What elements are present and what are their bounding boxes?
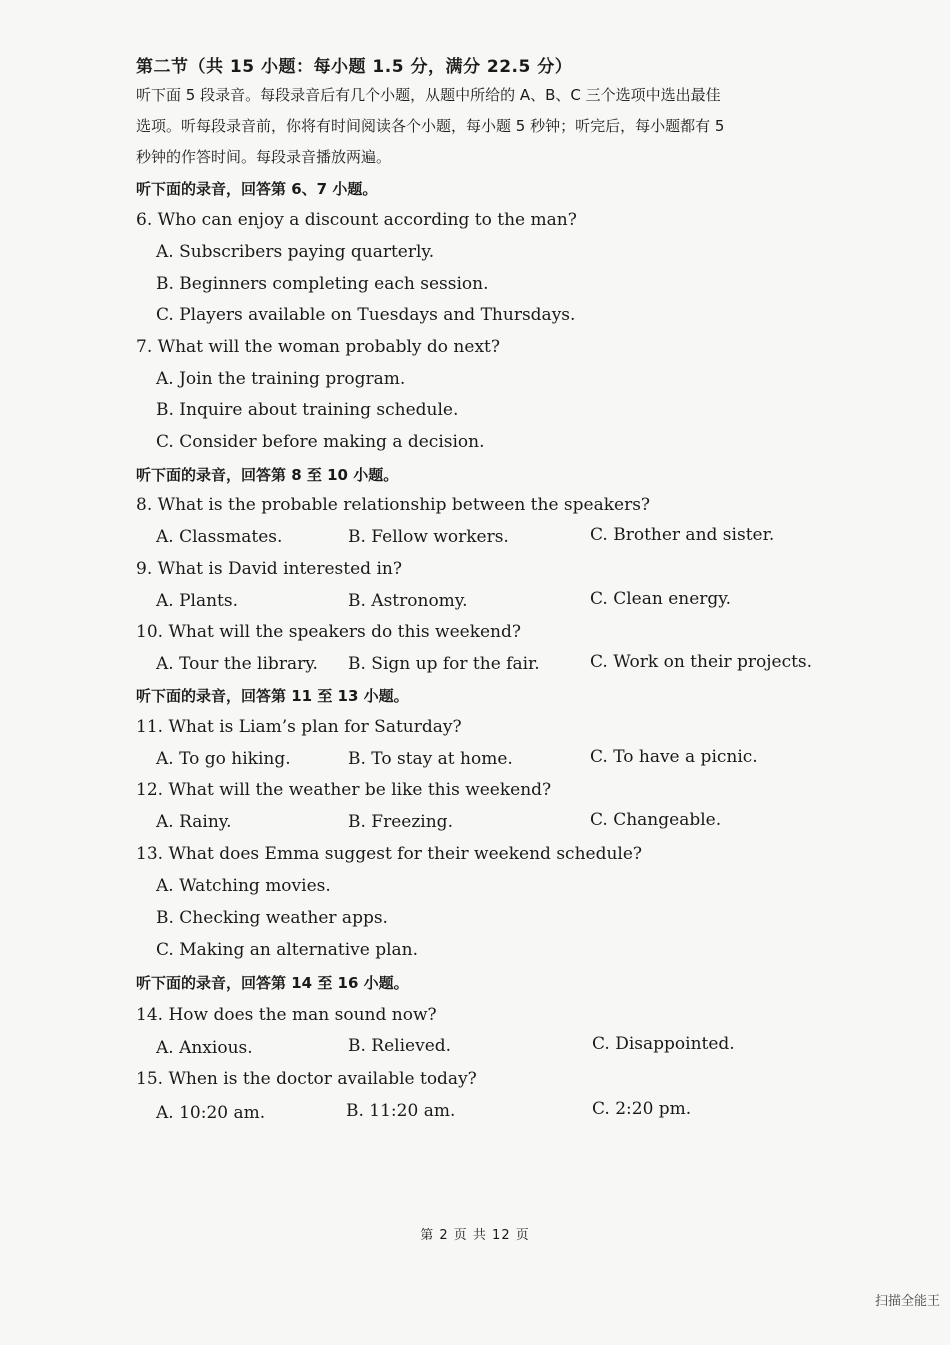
question-15-option-c: C. 2:20 pm.	[592, 1099, 692, 1119]
question-14-option-c: C. Disappointed.	[592, 1034, 735, 1054]
question-11-option-a: A. To go hiking.	[156, 749, 291, 769]
question-13-option-c: C. Making an alternative plan.	[156, 940, 419, 960]
group-heading-11-13: 听下面的录音，回答第 11 至 13 小题。	[136, 687, 409, 705]
instructions-line-1: 听下面 5 段录音。每段录音后有几个小题，从题中所给的 A、B、C 三个选项中选出最佳	[136, 86, 721, 104]
question-8-stem: 8. What is the probable relationship between the speakers?	[136, 495, 651, 515]
question-8-option-c: C. Brother and sister.	[590, 525, 775, 545]
question-10-option-c: C. Work on their projects.	[590, 652, 813, 672]
instructions-line-3: 秒钟的作答时间。每段录音播放两遍。	[136, 148, 392, 166]
question-7-option-b: B. Inquire about training schedule.	[156, 400, 459, 420]
scanner-watermark: 扫描全能王	[874, 1294, 940, 1309]
page-footer: 第 2 页 共 12 页	[420, 1228, 530, 1243]
instructions-line-2: 选项。听每段录音前，你将有时间阅读各个小题，每小题 5 秒钟；听完后，每小题都有 5	[136, 117, 725, 135]
question-6-stem: 6. Who can enjoy a discount according to the man?	[136, 210, 577, 230]
question-7-option-a: A. Join the training program.	[156, 369, 406, 389]
question-9-stem: 9. What is David interested in?	[136, 559, 402, 579]
question-11-option-b: B. To stay at home.	[348, 749, 513, 769]
question-10-option-a: A. Tour the library.	[156, 654, 318, 674]
question-9-option-b: B. Astronomy.	[348, 591, 468, 611]
question-14-stem: 14. How does the man sound now?	[136, 1005, 437, 1025]
question-11-stem: 11. What is Liam’s plan for Saturday?	[136, 717, 462, 737]
question-12-option-b: B. Freezing.	[348, 812, 453, 832]
question-6-option-b: B. Beginners completing each session.	[156, 274, 489, 294]
group-heading-8-10: 听下面的录音，回答第 8 至 10 小题。	[136, 466, 399, 484]
question-6-option-a: A. Subscribers paying quarterly.	[156, 242, 435, 262]
question-7-option-c: C. Consider before making a decision.	[156, 432, 485, 452]
section-title: 第二节（共 15 小题：每小题 1.5 分，满分 22.5 分）	[136, 57, 573, 77]
group-heading-14-16: 听下面的录音，回答第 14 至 16 小题。	[136, 974, 409, 992]
question-14-option-a: A. Anxious.	[156, 1038, 253, 1058]
question-8-option-b: B. Fellow workers.	[348, 527, 509, 547]
group-heading-6-7: 听下面的录音，回答第 6、7 小题。	[136, 180, 378, 198]
question-7-stem: 7. What will the woman probably do next?	[136, 337, 500, 357]
question-10-stem: 10. What will the speakers do this weekend?	[136, 622, 522, 642]
question-13-option-a: A. Watching movies.	[156, 876, 331, 896]
question-15-option-a: A. 10:20 am.	[156, 1103, 266, 1123]
question-14-option-b: B. Relieved.	[348, 1036, 452, 1056]
question-10-option-b: B. Sign up for the fair.	[348, 654, 540, 674]
question-11-option-c: C. To have a picnic.	[590, 747, 758, 767]
question-12-stem: 12. What will the weather be like this weekend?	[136, 780, 552, 800]
question-12-option-c: C. Changeable.	[590, 810, 722, 830]
question-13-stem: 13. What does Emma suggest for their weekend schedule?	[136, 844, 643, 864]
question-8-option-a: A. Classmates.	[156, 527, 283, 547]
question-9-option-c: C. Clean energy.	[590, 589, 732, 609]
question-6-option-c: C. Players available on Tuesdays and Thursdays.	[156, 305, 576, 325]
question-12-option-a: A. Rainy.	[156, 812, 232, 832]
question-15-stem: 15. When is the doctor available today?	[136, 1069, 477, 1089]
question-13-option-b: B. Checking weather apps.	[156, 908, 388, 928]
question-9-option-a: A. Plants.	[156, 591, 239, 611]
question-15-option-b: B. 11:20 am.	[346, 1101, 456, 1121]
